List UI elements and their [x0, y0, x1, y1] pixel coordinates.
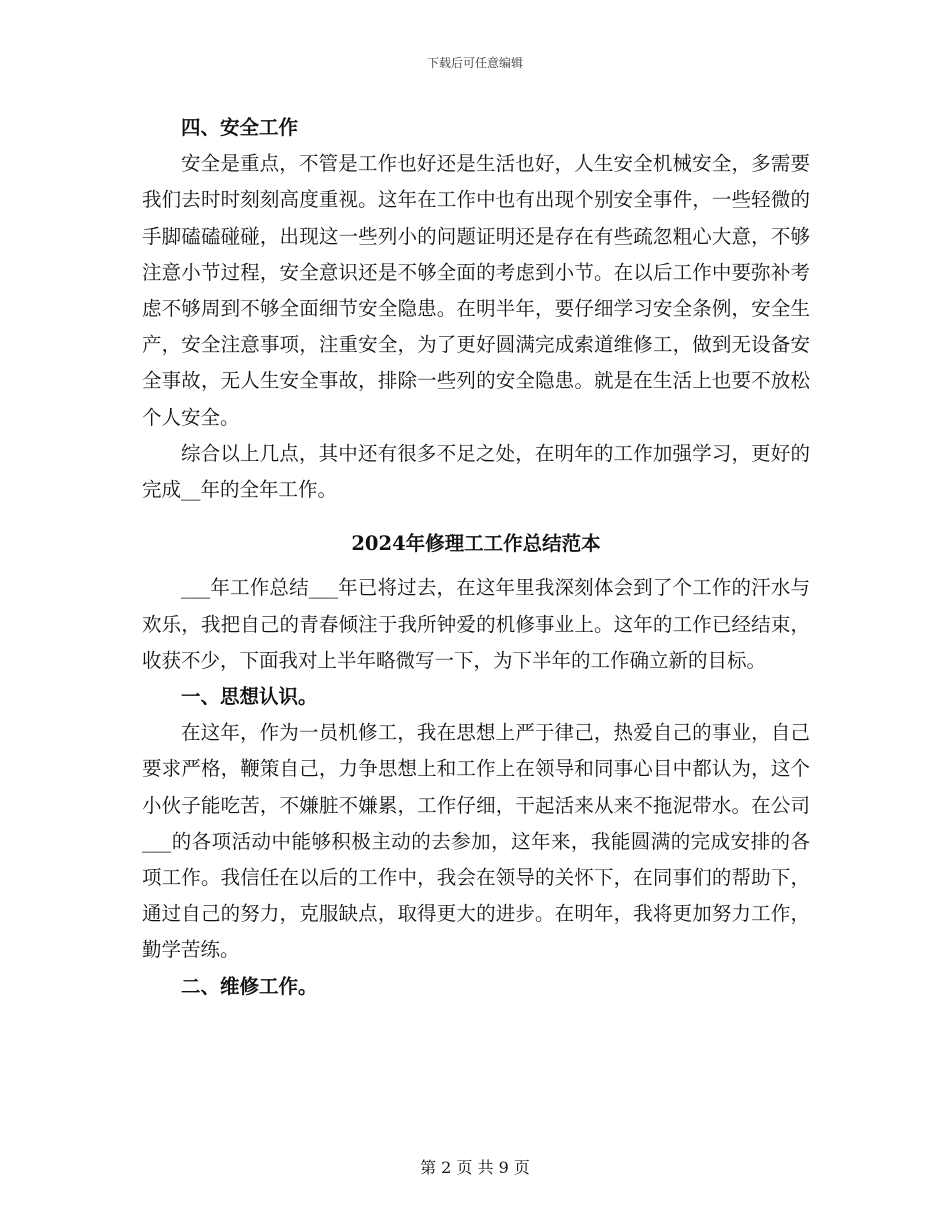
section-heading-safety: 四、安全工作	[181, 116, 299, 139]
section-heading-maintenance: 二、维修工作。	[181, 974, 318, 998]
document-body	[142, 110, 810, 1005]
paragraph-safety: 安全是重点，不管是工作也好还是生活也好，人生安全机械安全，多需要我们去时时刻刻高度重视。这年在工作中也有出现个别安全事件，一些轻微的手脚磕磕碰碰，出现这一些列小的问题证明还是存在有些疏忽粗心大意，不够注意小节过程，安全意识还是不够全面的考虑到小节。在以后工作中要弥补考虑不够周到不够全面细节安全隐患。在明半年，要仔细学习安全条例，安全生产，安全注意事项，注重安全，为了更好圆满完成索道维修工，做到无设备安全事故，无人生安全事故，排除一些列的安全隐患。就是在生活上也要不放松个人安全。	[142, 152, 810, 429]
section-heading-thought: 一、思想认识。	[181, 685, 318, 709]
paragraph-intro: ___年工作总结___年已将过去，在这年里我深刻体会到了个工作的汗水与欢乐，我把自己的青春倾注于我所钟爱的机修事业上。这年的工作已经结束，收获不少，下面我对上半年略微写一下，为下半年的工作确立新的目标。	[142, 576, 810, 672]
paragraph-summary: 综合以上几点，其中还有很多不足之处，在明年的工作加强学习，更好的完成__年的全年工作。	[142, 441, 810, 502]
paragraph-thought: 在这年，作为一员机修工，我在思想上严于律己，热爱自己的事业，自己要求严格，鞭策自己，力争思想上和工作上在领导和同事心目中都认为，这个小伙子能吃苦，不嫌脏不嫌累，工作仔细，干起活来从来不拖泥带水。在公司___的各项活动中能够积极主动的去参加，这年来，我能圆满的完成安排的各项工作。我信任在以后的工作中，我会在领导的关怀下，在同事们的帮助下，通过自己的努力，克服缺点，取得更大的进步。在明年，我将更加努力工作，勤学苦练。	[142, 721, 810, 962]
article-title: 2024年修理工工作总结范本	[351, 532, 601, 556]
page-number: 第 2 页 共 9 页	[420, 1158, 530, 1177]
header-note: 下载后可任意编辑	[426, 56, 523, 70]
